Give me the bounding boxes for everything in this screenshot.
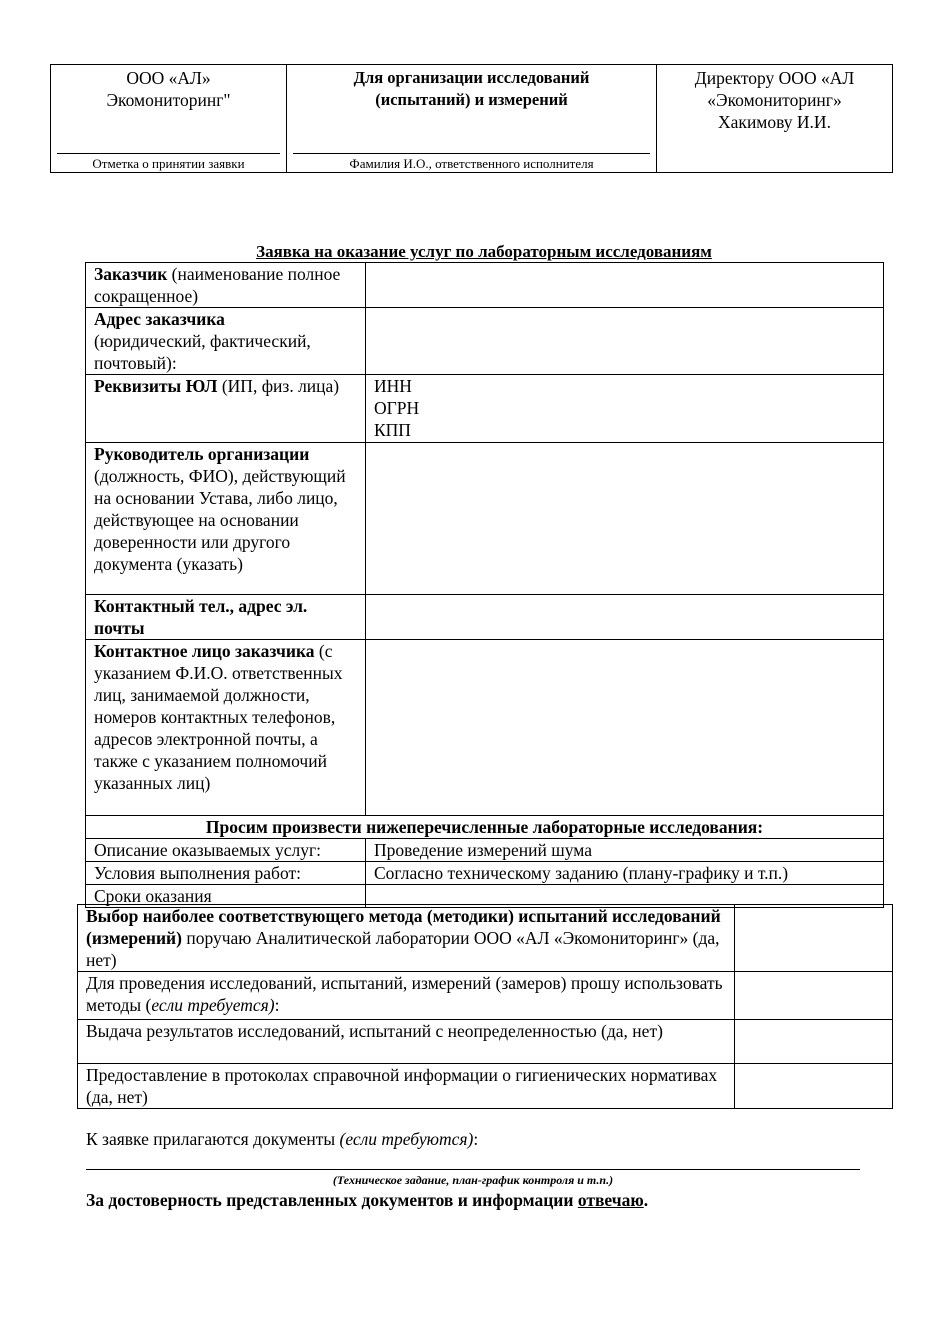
contact-person-label bbox=[86, 640, 366, 816]
header-block bbox=[50, 64, 893, 173]
method-choice-label-bold: Выбор наиболее соответствующего метода (методики) испытаний исследований (измерений) bbox=[86, 906, 721, 948]
customer-label-bold: Заказчик bbox=[94, 264, 168, 284]
ogrn-label: ОГРН bbox=[374, 398, 420, 418]
methods-use-end: : bbox=[274, 995, 280, 1015]
hygiene-label: Предоставление в протоколах справочной информации о гигиенических нормативах (да, нет) bbox=[78, 1064, 735, 1109]
option-row-uncertainty bbox=[78, 1020, 893, 1064]
attach-italic: (если требуются) bbox=[339, 1129, 474, 1149]
contact-person-value-field[interactable] bbox=[366, 640, 884, 816]
address-label-rest: (юридический, фактический, почтовый): bbox=[94, 331, 311, 373]
uncertainty-answer-field[interactable] bbox=[735, 1020, 893, 1064]
header-right-line3: Хакимову И.И. bbox=[718, 112, 831, 132]
header-middle-signature-line bbox=[293, 153, 650, 154]
method-choice-label bbox=[78, 905, 735, 972]
application-form-table bbox=[85, 262, 884, 908]
method-choice-answer-field[interactable] bbox=[735, 905, 893, 972]
methods-use-label bbox=[78, 972, 735, 1020]
conditions-label: Условия выполнения работ: bbox=[86, 862, 366, 885]
responsibility-statement bbox=[86, 1188, 648, 1212]
uncertainty-label: Выдача результатов исследований, испытаний с неопределенностью (да, нет) bbox=[78, 1020, 735, 1064]
kpp-label: КПП bbox=[374, 420, 411, 440]
contact-phone-value-field[interactable] bbox=[366, 595, 884, 640]
option-row-methods-use bbox=[78, 972, 893, 1020]
form-row-contact-person bbox=[86, 640, 884, 816]
services-value-field[interactable]: Проведение измерений шума bbox=[366, 839, 884, 862]
form-row-services bbox=[86, 839, 884, 862]
head-value-field[interactable] bbox=[366, 443, 884, 595]
methods-use-italic: если требуется) bbox=[151, 995, 275, 1015]
header-right-line2: «Экомониторинг» bbox=[707, 90, 842, 110]
conditions-value-field[interactable]: Согласно техническому заданию (плану-графику и т.п.) bbox=[366, 862, 884, 885]
form-row-conditions bbox=[86, 862, 884, 885]
header-middle-line1: Для организации исследований bbox=[353, 68, 590, 87]
header-right-text bbox=[657, 65, 892, 133]
header-left-signature-line bbox=[57, 153, 280, 154]
final-text: За достоверность представленных документов и информации bbox=[86, 1190, 578, 1210]
contact-person-label-rest: (с указанием Ф.И.О. ответственных лиц, занимаемой должности, номеров контактных телефонов, адресов электронной почты, а также с указанием полномочий указанных лиц) bbox=[94, 641, 343, 793]
document-title: Заявка на оказание услуг по лабораторным исследованиям bbox=[256, 242, 712, 261]
header-middle-line2: (испытаний) и измерений bbox=[375, 90, 568, 109]
address-label-bold: Адрес заказчика bbox=[94, 309, 225, 329]
address-label bbox=[86, 308, 366, 375]
attach-text: К заявке прилагаются документы bbox=[86, 1129, 340, 1149]
customer-value-field[interactable] bbox=[366, 263, 884, 308]
attached-documents-label bbox=[86, 1128, 478, 1150]
attached-documents-line[interactable] bbox=[86, 1169, 860, 1170]
requisites-label-bold: Реквизиты ЮЛ bbox=[94, 376, 218, 396]
method-choice-label-rest: поручаю Аналитической лаборатории ООО «АЛ «Экомониторинг» (да, нет) bbox=[86, 928, 720, 970]
requisites-label bbox=[86, 375, 366, 443]
header-right-line1: Директору ООО «АЛ bbox=[694, 68, 855, 88]
methods-use-text: Для проведения исследований, испытаний, измерений (замеров) прошу использовать методы ( bbox=[86, 973, 723, 1015]
header-left-cell bbox=[51, 65, 287, 172]
option-row-method bbox=[78, 905, 893, 972]
customer-label-rest: (наименование полное сокращенное) bbox=[94, 264, 341, 306]
header-right-cell bbox=[657, 65, 892, 172]
form-row-address bbox=[86, 308, 884, 375]
header-left-text bbox=[51, 65, 286, 111]
customer-label bbox=[86, 263, 366, 308]
header-middle-note: Фамилия И.О., ответственного исполнителя bbox=[349, 156, 594, 171]
address-value-field[interactable] bbox=[366, 308, 884, 375]
header-left-note: Отметка о принятии заявки bbox=[92, 156, 245, 171]
form-row-head bbox=[86, 443, 884, 595]
requisites-label-rest: (ИП, физ. лица) bbox=[217, 376, 340, 396]
contact-phone-label-bold: Контактный тел., адрес эл. почты bbox=[94, 596, 308, 638]
header-middle-text bbox=[287, 65, 656, 111]
final-underlined: отвечаю bbox=[577, 1190, 644, 1210]
attached-documents-note: (Техническое задание, план-график контроля и т.п.) bbox=[332, 1173, 614, 1187]
form-row-requisites bbox=[86, 375, 884, 443]
final-end: . bbox=[643, 1190, 649, 1210]
head-label-bold: Руководитель организации bbox=[94, 444, 310, 464]
requisites-value-field[interactable] bbox=[366, 375, 884, 443]
header-left-line2: Экомониторинг" bbox=[106, 90, 231, 110]
inn-label: ИНН bbox=[374, 376, 412, 396]
request-heading: Просим произвести нижеперечисленные лабораторные исследования: bbox=[86, 816, 884, 839]
header-middle-cell bbox=[287, 65, 657, 172]
head-label-rest: (должность, ФИО), действующий на основании Устава, либо лицо, действующее на основании доверенности или другого документа (указать) bbox=[94, 466, 346, 574]
header-left-line1: ООО «АЛ» bbox=[126, 68, 211, 88]
head-label bbox=[86, 443, 366, 595]
form-row-contact-phone bbox=[86, 595, 884, 640]
contact-person-label-bold: Контактное лицо заказчика bbox=[94, 641, 315, 661]
option-row-hygiene bbox=[78, 1064, 893, 1109]
attach-end: : bbox=[473, 1129, 479, 1149]
methods-use-answer-field[interactable] bbox=[735, 972, 893, 1020]
options-table bbox=[77, 904, 893, 1109]
contact-phone-label bbox=[86, 595, 366, 640]
hygiene-answer-field[interactable] bbox=[735, 1064, 893, 1109]
services-label: Описание оказываемых услуг: bbox=[86, 839, 366, 862]
form-row-customer bbox=[86, 263, 884, 308]
terms-label: Сроки оказания bbox=[86, 885, 366, 908]
form-row-request-heading bbox=[86, 816, 884, 839]
